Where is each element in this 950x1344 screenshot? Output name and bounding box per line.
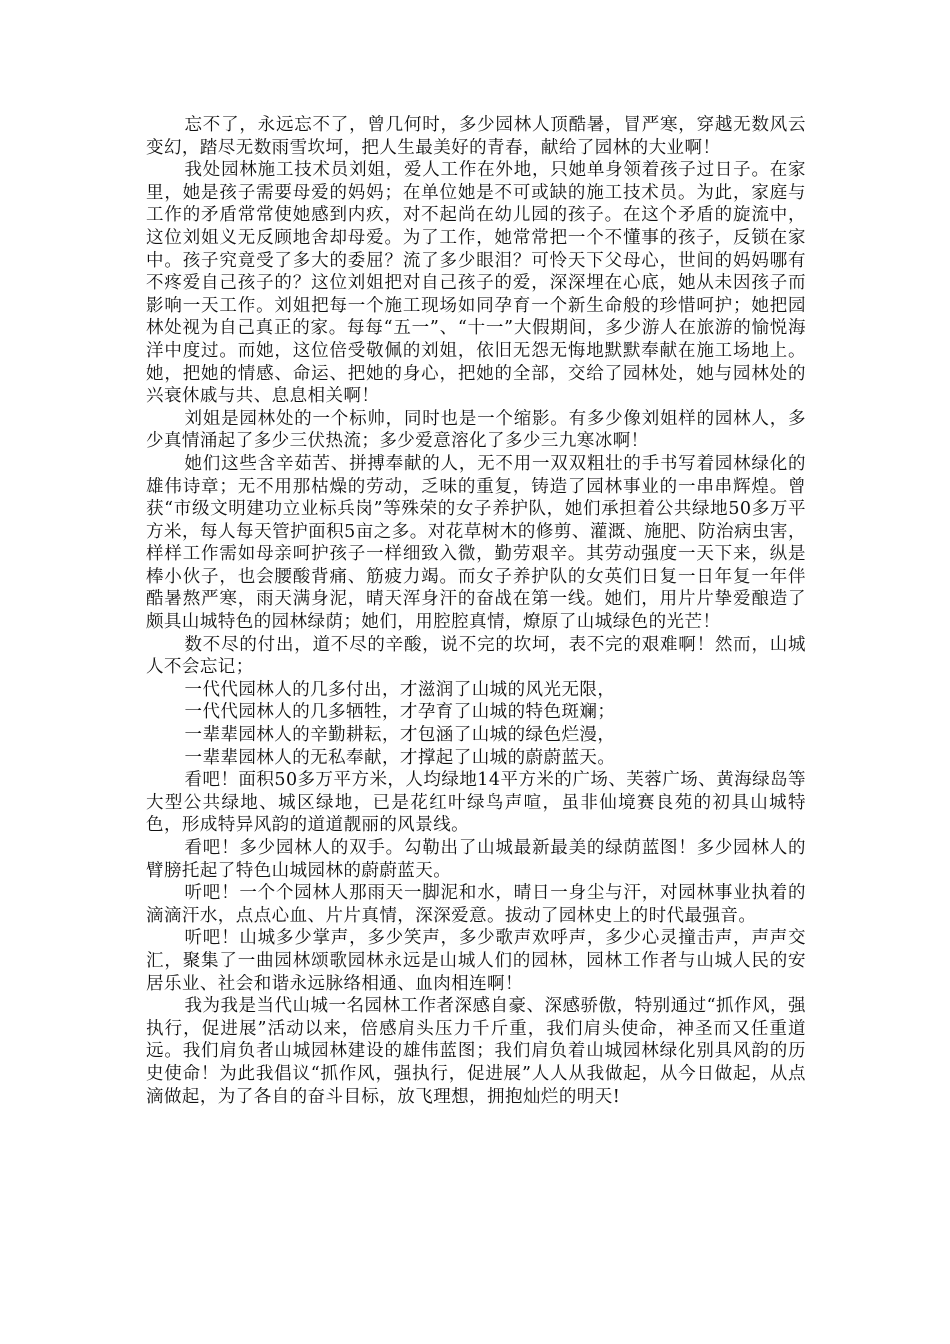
- verse-line: 一辈辈园林人的辛勤耕耘，才包涵了山城的绿色烂漫，: [184, 725, 616, 746]
- verse-line: 一代代园林人的几多牺牲，才孕育了山城的特色斑斓；: [184, 702, 616, 723]
- paragraph: 我处园林施工技术员刘姐，爱人工作在外地，只她单身领着孩子过日子。在家里，她是孩子需要母爱的妈妈；在单位她是不可或缺的施工技术员。为此，家庭与工作的矛盾常常使她感到内疚，对不起尚在幼儿园的孩子。在这个矛盾的旋流中，这位刘姐义无反顾地舍却母爱。为了工作，她常常把一个不懂事的孩子，反锁在家中。孩子究竟受了多大的委屈？流了多少眼泪？可怜天下父母心，世间的妈妈哪有不疼爱自己孩子的？这位刘姐把对自己孩子的爱，深深埋在心底，她从未因孩子而影响一天工作。刘姐把每一个施工现场如同孕育一个新生命般的珍惜呵护；她把园林处视为自己真正的家。每每“五一”、“十一”大假期间，多少游人在旅游的愉悦海洋中度过。而她，这位倍受敬佩的刘姐，依旧无怨无悔地默默奉献在施工场地上。她，把她的情感、命运、把她的身心，把她的全部，交给了园林处，她与园林处的兴衰休戚与共、息息相关啊！: [146, 160, 806, 407]
- paragraph: 忘不了，永远忘不了，曾几何时，多少园林人顶酷暑，冒严寒，穿越无数风云变幻，踏尽无数雨雪坎坷，把人生最美好的青春，献给了园林的大业啊！: [146, 115, 806, 158]
- paragraph: 刘姐是园林处的一个标帅，同时也是一个缩影。有多少像刘姐样的园林人，多少真情涌起了多少三伏热流；多少爱意溶化了多少三九寒冰啊！: [146, 408, 806, 452]
- paragraph: 看吧！面积50多万平方米，人均绿地14平方米的广场、芙蓉广场、黄海绿岛等大型公共绿地、城区绿地，已是花红叶绿鸟声喧，虽非仙境赛良苑的初具山城特色，形成特异风韵的道道靓丽的风景线。: [146, 770, 806, 836]
- paragraph: 她们这些含辛茹苦、拼搏奉献的人，无不用一双双粗壮的手书写着园林绿化的雄伟诗章；无不用那枯燥的劳动，乏味的重复，铸造了园林事业的一串串辉煌。曾获“市级文明建功立业标兵岗”等殊荣的女子养护队，她们承担着公共绿地50多万平方米，每人每天管护面积5亩之多。对花草树木的修剪、灌溉、施肥、防治病虫害，样样工作需如母亲呵护孩子一样细致入微，勤劳艰辛。其劳动强度一天下来，纵是棒小伙子，也会腰酸背痛、筋疲力竭。而女子养护队的女英们日复一日年复一年伴酷暑熬严寒，雨天满身泥，晴天浑身汗的奋战在第一线。她们，用片片挚爱酿造了颇具山城特色的园林绿荫；她们，用腔腔真情，燎原了山城绿色的光芒！: [146, 453, 806, 633]
- verse-line: 一辈辈园林人的无私奉献，才撑起了山城的蔚蔚蓝天。: [184, 747, 616, 768]
- paragraph: 数不尽的付出，道不尽的辛酸，说不完的坎坷，表不完的艰难啊！然而，山城人不会忘记；: [146, 634, 806, 678]
- paragraph: 听吧！一个个园林人那雨天一脚泥和水，晴日一身尘与汗，对园林事业执着的滴滴汗水，点点心血、片片真情，深深爱意。拔动了园林史上的时代最强音。: [146, 883, 806, 926]
- paragraph: 听吧！山城多少掌声，多少笑声，多少歌声欢呼声，多少心灵撞击声，声声交汇，聚集了一曲园林颂歌园林永远是山城人们的园林，园林工作者与山城人民的安居乐业、社会和谐永远脉络相通、血肉相连啊！: [146, 928, 806, 994]
- document-body: [146, 114, 806, 1108]
- paragraph: 看吧！多少园林人的双手。勾勒出了山城最新最美的绿荫蓝图！多少园林人的臂膀托起了特色山城园林的蔚蔚蓝天。: [146, 838, 806, 881]
- paragraph: 我为我是当代山城一名园林工作者深感自豪、深感骄傲，特别通过“抓作风，强执行，促进展”活动以来，倍感肩头压力千斤重，我们肩头使命，神圣而又任重道远。我们肩负者山城园林建设的雄伟蓝图；我们肩负着山城园林绿化别具风韵的历史使命！为此我倡议“抓作风，强执行，促进展”人人从我做起，从今日做起，从点滴做起，为了各自的奋斗目标，放飞理想，拥抱灿烂的明天!: [146, 996, 806, 1107]
- verse-line: 一代代园林人的几多付出，才滋润了山城的风光无限，: [184, 679, 616, 700]
